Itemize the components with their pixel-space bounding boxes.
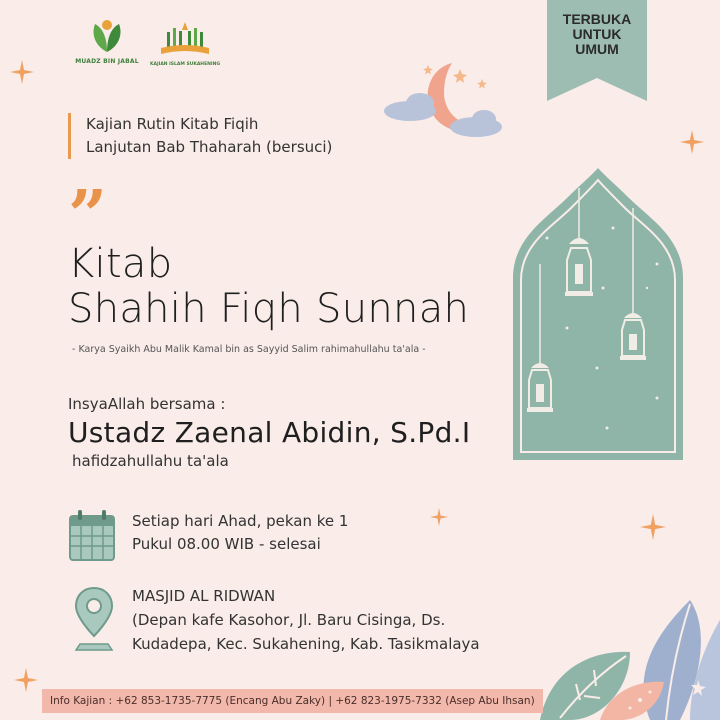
sparkle-icon — [430, 508, 448, 526]
kajian-logo — [150, 18, 220, 78]
contact-info-bar: Info Kajian : +62 853-1735-7775 (Encang Abu Zaky) | +62 823-1975-7332 (Asep Abu Ihsan) — [42, 689, 543, 713]
location-pin-icon — [74, 586, 114, 652]
speaker-honorific: hafidzahullahu ta'ala — [72, 452, 229, 470]
mosque-arch-illustration — [507, 168, 689, 460]
sparkle-icon — [680, 130, 704, 154]
schedule-day: Setiap hari Ahad, pekan ke 1 — [132, 512, 349, 530]
crescent-moon-icon — [380, 55, 510, 145]
title-line-2: Shahih Fiqh Sunnah — [68, 286, 470, 332]
sparkle-icon — [640, 514, 666, 540]
author-subtitle: - Karya Syaikh Abu Malik Kamal bin as Sayyid Salim rahimahullahu ta'ala - — [72, 344, 426, 355]
schedule-time: Pukul 08.00 WIB - selesai — [132, 535, 321, 553]
ribbon-line-1: TERBUKA — [562, 11, 632, 27]
intro-accent-bar — [68, 113, 71, 159]
muadz-logo-text: MUADZ BIN JABAL — [75, 58, 139, 65]
public-event-ribbon — [547, 0, 647, 101]
ribbon-line-2: UNTUK — [572, 26, 622, 42]
kajian-logo-text: KAJIAN ISLAM SUKAHENING — [150, 62, 221, 67]
speaker-intro: InsyaAllah bersama : — [68, 395, 226, 413]
title-line-1: Kitab — [68, 241, 173, 287]
location-address-1: (Depan kafe Kasohor, Jl. Baru Cisinga, Ds. — [132, 611, 446, 629]
location-name: MASJID AL RIDWAN — [132, 587, 276, 605]
leaf-decoration — [540, 560, 720, 720]
location-text — [132, 584, 480, 656]
ribbon-line-3: UMUM — [575, 41, 619, 57]
sparkle-icon — [10, 60, 34, 84]
quote-mark-icon: ” — [68, 176, 108, 256]
book-title — [68, 242, 469, 332]
calendar-icon — [68, 508, 118, 564]
sparkle-icon — [14, 668, 38, 692]
schedule-text — [132, 510, 348, 556]
muadz-logo — [74, 16, 140, 76]
intro-line-1: Kajian Rutin Kitab Fiqih — [86, 115, 259, 133]
intro-text — [86, 113, 332, 159]
intro-line-2: Lanjutan Bab Thaharah (bersuci) — [86, 138, 333, 156]
speaker-name: Ustadz Zaenal Abidin, S.Pd.I — [68, 416, 471, 449]
location-address-2: Kudadepa, Kec. Sukahening, Kab. Tasikmalaya — [132, 635, 480, 653]
